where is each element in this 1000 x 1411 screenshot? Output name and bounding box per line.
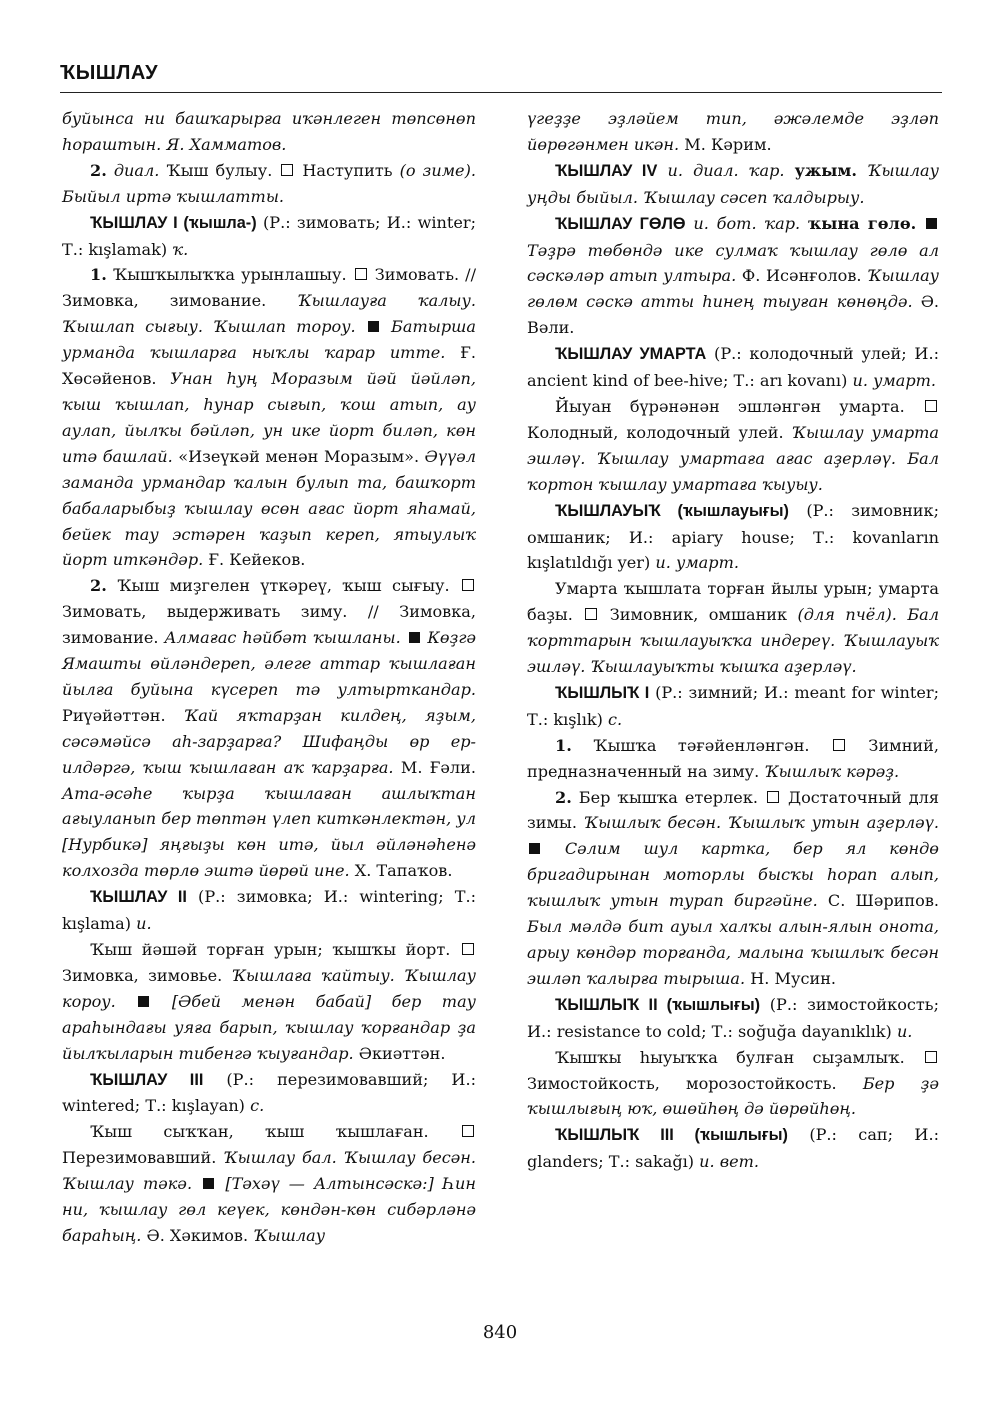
black-square-icon [203, 1178, 214, 1189]
entry-kyshlyk-1-sense-1: 1. Ҡышҡа тәғәйенләнгән. Зимний, предназначенный на зиму. Ҡышлыҡ кәрәҙ. [527, 735, 939, 781]
entry-kyshlau-4: ҠЫШЛАУ IV и. диал. ҡар. ужым. Ҡышлау уңды быйыл. Ҡышлау сәсеп ҡалдырыу. [527, 160, 939, 207]
continued-example: үгеҙҙе эҙләйем тип, әжәлемде эҙләп йөрөгәнмен икән. М. Кәрим. [527, 109, 939, 154]
entry-kyshlyk-2: ҠЫШЛЫҠ II (ҡышлығы) (Р.: зимостойкость; И.: resistance to cold; Т.: soğuğa dayanıklık) и. [527, 994, 939, 1041]
entry-kyshlauyk: ҠЫШЛАУЫҠ (ҡышлауығы) (Р.: зимовник; омшаник; И.: apiary house; Т.: kovanların kışlatıldığı yer) и. умарт. [527, 500, 939, 573]
headword: ҠЫШЛАУ УМАРТА [555, 345, 707, 364]
square-marker-icon [585, 608, 597, 620]
headword: ҠЫШЛАУ III [90, 1070, 204, 1089]
square-marker-icon [281, 164, 293, 176]
black-square-icon [138, 996, 149, 1007]
square-marker-icon [462, 1125, 474, 1137]
header-rule [60, 92, 942, 93]
entry-kyshlau-3-sense: Ҡыш сыҡҡан, ҡыш ҡышлаған. Перезимовавший. Ҡышлау бал. Ҡышлау бесән. Ҡышлау тәкә. [Тәхәү — Алтынсәскә:] Һин ни, ҡышлау гөл кеүек, көндән-көн сибәрләнә бараһың. Ә. Хәкимов. Ҡышлау [62, 1122, 476, 1245]
square-marker-icon [925, 1051, 937, 1063]
headword: ҠЫШЛАУ I (ҡышла-) [90, 213, 257, 232]
headword: ҠЫШЛЫҠ I [555, 683, 650, 702]
entry-kyshlau-1: ҠЫШЛАУ I (ҡышла-) (Р.: зимовать; И.: winter; Т.: kışlamak) ҡ. [62, 212, 476, 259]
black-square-icon [409, 632, 420, 643]
square-marker-icon [355, 268, 367, 280]
page-number: 840 [482, 1322, 518, 1343]
right-column [527, 106, 939, 1175]
sense-2: 2. диал. Ҡыш булыу. Наступить (о зиме). Быйыл иртә ҡышлатты. [62, 160, 476, 206]
entry-kyshlau-1-sense-1: 1. Ҡышҡылыҡҡа урынлашыу. Зимовать. // Зимовка, зимование. Ҡышлауға ҡалыу. Ҡышлап сығыу. Ҡышлап тороу. Батырша урманда ҡышларға ныҡлы ҡарар итте. Ғ. Хөсәйенов. Унан һуң Моразым йәй йәйләп, ҡыш ҡышлап, һунар сығып, ҡош атып, ау аулап, йылҡы бәйләп, ун ике йорт биләп, көн итә башлай. «Изеүкәй менән Моразым». Әүүәл заманда урмандар ҡалын булып та, башҡорт бабаларыбыҙ ҡышлау өсөн ағас йорт яһамай, бейек тау эстәрен ҡаҙып кереп, ятыулыҡ йорт иткәндәр. Ғ. Кейеков. [62, 265, 476, 570]
square-marker-icon [462, 579, 474, 591]
entry-kyshlau-3: ҠЫШЛАУ III (Р.: перезимовавший; И.: wintered; Т.: kışlayan) с. [62, 1069, 476, 1116]
entry-kyshlyk-3: ҠЫШЛЫҠ III (ҡышлығы) (Р.: сап; И.: glanders; Т.: sakağı) и. вет. [527, 1125, 939, 1172]
headword: ҠЫШЛАУ ГӨЛӨ [555, 214, 686, 233]
headword: ҠЫШЛЫҠ III (ҡышлығы) [555, 1126, 788, 1145]
square-marker-icon [925, 400, 937, 412]
entry-kyshlauyk-sense: Умарта ҡышлата торған йылы урын; умарта баҙы. Зимовник, омшаник (для пчёл). Бал ҡорттарын ҡышлауыҡҡа индереү. Ҡышлауыҡ эшләү. Ҡышлауыҡты ҡышҡа аҙерләү. [527, 579, 939, 677]
running-head: ҠЫШЛАУ [60, 62, 159, 84]
entry-kyshlau-gole: ҠЫШЛАУ ГӨЛӨ и. бот. ҡар. ҡына гөлө. Тәҙрә төбөндә ике сулмаҡ ҡышлау гөлө ал сәскәләр атып ултыра. Ф. Исәнғолов. Ҡышлау гөлөм сәскә атты һинең тыуған көнөңдә. Ә. Вәли. [527, 213, 940, 338]
headword: ҠЫШЛАУ II [90, 888, 187, 907]
entry-kyshlau-1-sense-2: 2. Ҡыш миҙгелен үткәреү, ҡыш сығыу. Зимовать, выдерживать зиму. // Зимовка, зимование. Алмағас һәйбәт ҡышланы. Көҙгә Ямашты өйләндереп, әлеге аттар ҡышлаған йылға буйына күсереп тә ултырткандар. Риүәйәттән. Ҡай яҡтарҙан килдең, яҙым, сәсәмәйсә аһ-зарҙарға? Шифаңды өр ер-илдәргә, ҡыш ҡышлаған аҡ ҡарҙарға. М. Ғәли. Ата-әсәһе ҡырҙа ҡышлаған ашлыҡтан ағыуланып бер төптән үлеп киткәнлектән, ул [Нурбикә] яңғыҙы көн итә, йыл әйләнәһенә колхозда төрлө эштә йөрөй ине. Х. Тапаҡов. [62, 576, 477, 881]
headword: ҠЫШЛАУ IV [555, 161, 658, 180]
square-marker-icon [462, 943, 474, 955]
headword: ҠЫШЛАУЫҠ (ҡышлауығы) [555, 501, 789, 520]
black-square-icon [529, 843, 540, 854]
entry-kyshlyk-2-sense: Ҡышҡы һыуыҡҡа булған сыҙамлыҡ. Зимостойкость, морозостойкость. Бер ҙә ҡышлығың юҡ, өшөйһөң дә йөрөйһөң. [527, 1047, 939, 1119]
headword: ҠЫШЛЫҠ II (ҡышлығы) [555, 995, 761, 1014]
entry-kyshlau-umarta-sense: Йыуан бүрәнәнән эшләнгән умарта. Колодный, колодочный улей. Ҡышлау умарта эшләү. Ҡышлау умартаға ағас аҙерләү. Бал ҡортон ҡышлау умартаға ҡыуыу. [527, 396, 939, 494]
black-square-icon [368, 321, 379, 332]
black-square-icon [926, 218, 937, 229]
continued-entry: буйынса ни башҡарырға иҡәнлеген төпсөнөп һораштын. Я. Хамматов. [62, 109, 476, 154]
entry-kyshlau-2-sense: Ҡыш йәшәй торған урын; ҡышҡы йорт. Зимовка, зимовье. Ҡышлаға ҡайтыу. Ҡышлау короу. [Әбей менән бабай] бер тау араһындағы уяға барып, ҡышлау ҡорғандар ҙа йылҡыларын тибенгә ҡыуғандар. Әкиәттән. [62, 940, 476, 1063]
square-marker-icon [767, 791, 779, 803]
entry-kyshlyk-1-sense-2: 2. Бер ҡышҡа етерлек. Достаточный для зимы. Ҡышлыҡ бесән. Ҡышлыҡ утын аҙерләү. Сәлим шул картка, бер ял көндө бригадирынан моторлы бысҡы һорап алып, ҡышлыҡ утын турап биргәйне. С. Шәрипов. Был мәлдә бит ауыл халҡы алын-ялын онота, арыу көндәр торғанда, малына ҡышлыҡ бесән эшләп ҡалырға тырыша. Н. Мусин. [527, 787, 940, 988]
left-column [62, 106, 476, 1249]
square-marker-icon [833, 739, 845, 751]
entry-kyshlyk-1: ҠЫШЛЫҠ I (Р.: зимний; И.: meant for winter; Т.: kışlık) с. [527, 682, 940, 729]
entry-kyshlau-umarta: ҠЫШЛАУ УМАРТА (Р.: колодочный улей; И.: ancient kind of bee-hive; Т.: arı kovanı) и. умарт. [527, 344, 939, 391]
entry-kyshlau-2: ҠЫШЛАУ II (Р.: зимовка; И.: wintering; Т.: kışlama) и. [62, 887, 476, 934]
